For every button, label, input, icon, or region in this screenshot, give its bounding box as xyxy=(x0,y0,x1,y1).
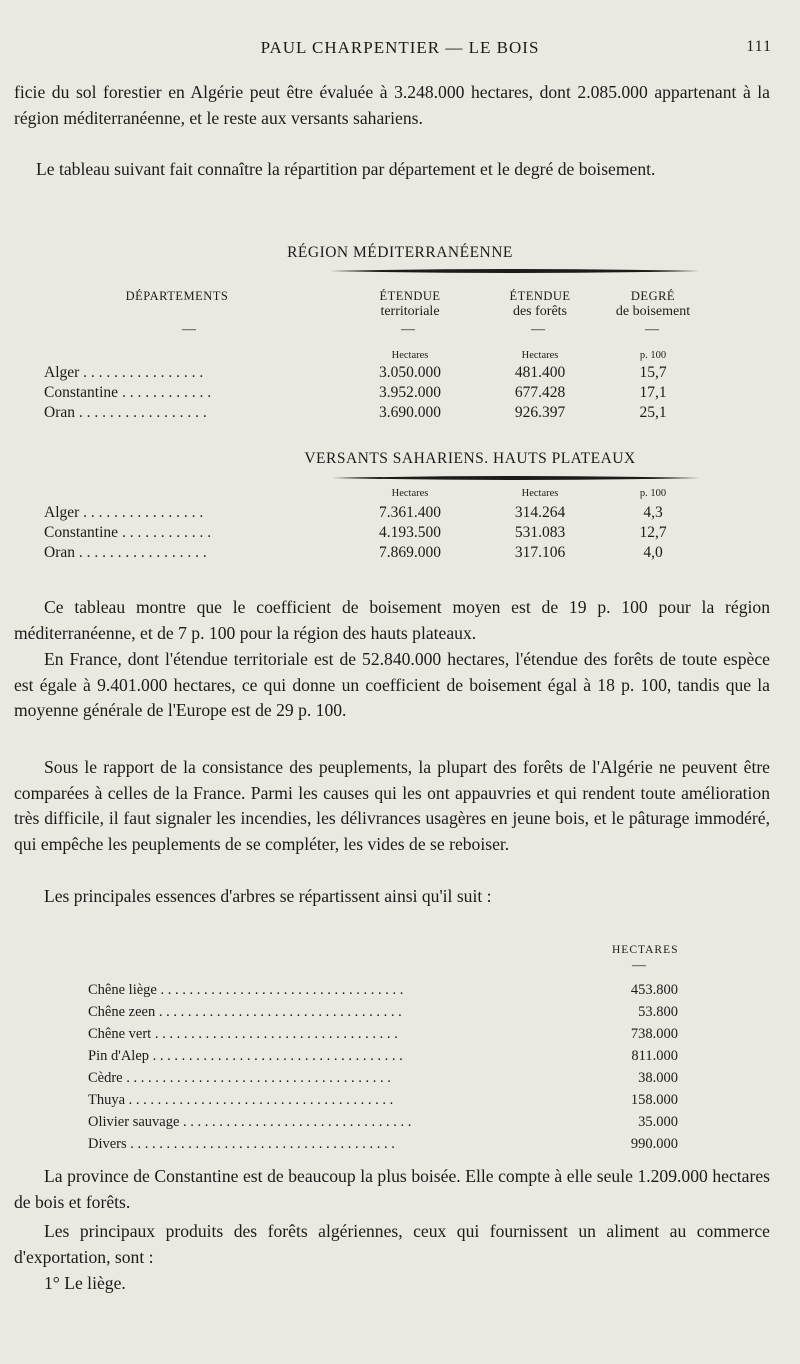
list-item xyxy=(88,1070,678,1088)
unit-label: p. 100 xyxy=(639,350,667,361)
running-title: PAUL CHARPENTIER — LE BOIS xyxy=(260,38,540,57)
paragraph-essences: Les principales essences d'arbres se répartissent ainsi qu'il suit : xyxy=(44,886,492,906)
species-value: 158.000 xyxy=(630,1092,678,1108)
page-number: 111 xyxy=(746,38,772,55)
dash: — xyxy=(632,958,646,973)
list-item xyxy=(88,1114,678,1132)
cell-territoriale: 4.193.500 xyxy=(379,524,441,541)
species-name: Chêne zeen . . . . . . . . . . . . . . . . . . . . . . . . . . . . . . . . . . xyxy=(88,1004,402,1020)
paragraph-table-intro: Le tableau suivant fait connaître la répartition par département et le degré de boisement. xyxy=(36,159,656,179)
dash: — xyxy=(645,322,659,337)
species-value: 53.800 xyxy=(638,1004,678,1020)
row-name: Constantine . . . . . . . . . . . . xyxy=(44,384,212,401)
species-name: Thuya . . . . . . . . . . . . . . . . . . . . . . . . . . . . . . . . . . . . . xyxy=(88,1092,394,1108)
cell-forets: 481.400 xyxy=(514,364,566,381)
species-name: Pin d'Alep . . . . . . . . . . . . . . . . . . . . . . . . . . . . . . . . . . . xyxy=(88,1048,403,1064)
cell-territoriale: 3.050.000 xyxy=(379,364,441,381)
paragraph-coefficient: Ce tableau montre que le coefficient de boisement moyen est de 19 p. 100 pour la région méditerranéenne, et de 7 p. 100 pour la région des hauts plateaux. xyxy=(14,597,770,643)
cell-forets: 317.106 xyxy=(514,544,566,561)
paragraph-peuplements: Sous le rapport de la consistance des peuplements, la plupart des forêts de l'Algérie ne peuvent être comparées à celles de la France. Parmi les causes qui les ont appauvries et qui rendent toute amélioration très difficile, il faut signaler les incendies, les délivrances usagères en jeune bois, et le pâturage immodéré, qui empêche les peuplements de se compléter, les vides de se reboiser. xyxy=(14,757,770,854)
col-degre-label: DEGRÉ xyxy=(630,289,676,303)
col-departements-label: DÉPARTEMENTS xyxy=(125,289,229,303)
col-territoriale-header xyxy=(340,288,480,320)
paragraph-constantine: La province de Constantine est de beaucoup la plus boisée. Elle compte à elle seule 1.209.000 hectares de bois et forêts. xyxy=(14,1166,770,1212)
list-item-liege: 1° Le liège. xyxy=(44,1273,126,1293)
cell-degre: 25,1 xyxy=(639,404,667,421)
list-item xyxy=(88,1136,678,1154)
col-forets-label: ÉTENDUE xyxy=(509,289,571,303)
cell-degre: 17,1 xyxy=(639,384,667,401)
row-name: Constantine . . . . . . . . . . . . xyxy=(44,524,212,541)
list-item xyxy=(88,1004,678,1022)
cell-degre: 12,7 xyxy=(639,524,667,541)
paragraph-intro: ficie du sol forestier en Algérie peut être évaluée à 3.248.000 hectares, dont 2.085.000 appartenant à la région méditerranéenne, et le reste aux versants sahariens. xyxy=(14,82,770,128)
unit-label: p. 100 xyxy=(639,488,667,499)
paragraph-produits: Les principaux produits des forêts algériennes, ceux qui fournissent un aliment au commerce d'exportation, sont : xyxy=(14,1221,770,1267)
col-hectares-header: HECTARES xyxy=(612,944,679,956)
paragraph-france: En France, dont l'étendue territoriale est de 52.840.000 hectares, l'étendue des forêts de toute espèce est égale à 9.401.000 hectares, ce qui donne un coefficient de boisement égal à 18 p. 100, tandis que la moyenne générale de l'Europe est de 29 p. 100. xyxy=(14,649,770,720)
list-item xyxy=(88,1026,678,1044)
species-name: Divers . . . . . . . . . . . . . . . . . . . . . . . . . . . . . . . . . . . . . xyxy=(88,1136,395,1152)
row-name: Oran . . . . . . . . . . . . . . . . . xyxy=(44,544,207,561)
species-value: 811.000 xyxy=(631,1048,678,1064)
table1-title: RÉGION MÉDITERRANÉENNE xyxy=(287,244,513,261)
cell-forets: 677.428 xyxy=(514,384,566,401)
col-departements-header xyxy=(92,288,262,304)
cell-territoriale: 3.690.000 xyxy=(379,404,441,421)
cell-forets: 926.397 xyxy=(514,404,566,421)
cell-territoriale: 3.952.000 xyxy=(379,384,441,401)
list-item xyxy=(88,1048,678,1066)
species-value: 990.000 xyxy=(630,1136,678,1152)
row-name: Oran . . . . . . . . . . . . . . . . . xyxy=(44,404,207,421)
row-name: Alger . . . . . . . . . . . . . . . . xyxy=(44,364,204,381)
species-name: Cèdre . . . . . . . . . . . . . . . . . . . . . . . . . . . . . . . . . . . . . xyxy=(88,1070,391,1086)
col-forets-sub: des forêts xyxy=(512,304,568,319)
cell-territoriale: 7.869.000 xyxy=(379,544,441,561)
unit-label: Hectares xyxy=(391,488,429,499)
col-territoriale-label: ÉTENDUE xyxy=(379,289,441,303)
unit-label: Hectares xyxy=(391,350,429,361)
col-territoriale-sub: territoriale xyxy=(380,304,440,319)
cell-forets: 314.264 xyxy=(514,504,566,521)
cell-degre: 4,3 xyxy=(643,504,663,521)
row-name: Alger . . . . . . . . . . . . . . . . xyxy=(44,504,204,521)
list-item xyxy=(88,982,678,1000)
running-header xyxy=(0,38,800,62)
title-rule xyxy=(332,475,700,478)
dash: — xyxy=(531,322,545,337)
species-value: 738.000 xyxy=(630,1026,678,1042)
species-value: 453.800 xyxy=(630,982,678,998)
cell-forets: 531.083 xyxy=(514,524,566,541)
col-degre-sub: de boisement xyxy=(615,304,691,319)
species-name: Olivier sauvage . . . . . . . . . . . . . . . . . . . . . . . . . . . . . . . . xyxy=(88,1114,412,1130)
list-item xyxy=(88,1092,678,1110)
dash: — xyxy=(401,322,415,337)
dash: — xyxy=(182,322,196,337)
species-value: 35.000 xyxy=(638,1114,678,1130)
species-name: Chêne liège . . . . . . . . . . . . . . . . . . . . . . . . . . . . . . . . . . xyxy=(88,982,404,998)
cell-degre: 4,0 xyxy=(643,544,663,561)
cell-territoriale: 7.361.400 xyxy=(379,504,441,521)
unit-label: Hectares xyxy=(521,350,559,361)
unit-label: Hectares xyxy=(521,488,559,499)
species-name: Chêne vert . . . . . . . . . . . . . . . . . . . . . . . . . . . . . . . . . . xyxy=(88,1026,398,1042)
table2-title: VERSANTS SAHARIENS. HAUTS PLATEAUX xyxy=(304,450,636,467)
cell-degre: 15,7 xyxy=(639,364,667,381)
col-degre-header xyxy=(588,288,718,320)
species-value: 38.000 xyxy=(638,1070,678,1086)
title-rule xyxy=(330,268,700,271)
